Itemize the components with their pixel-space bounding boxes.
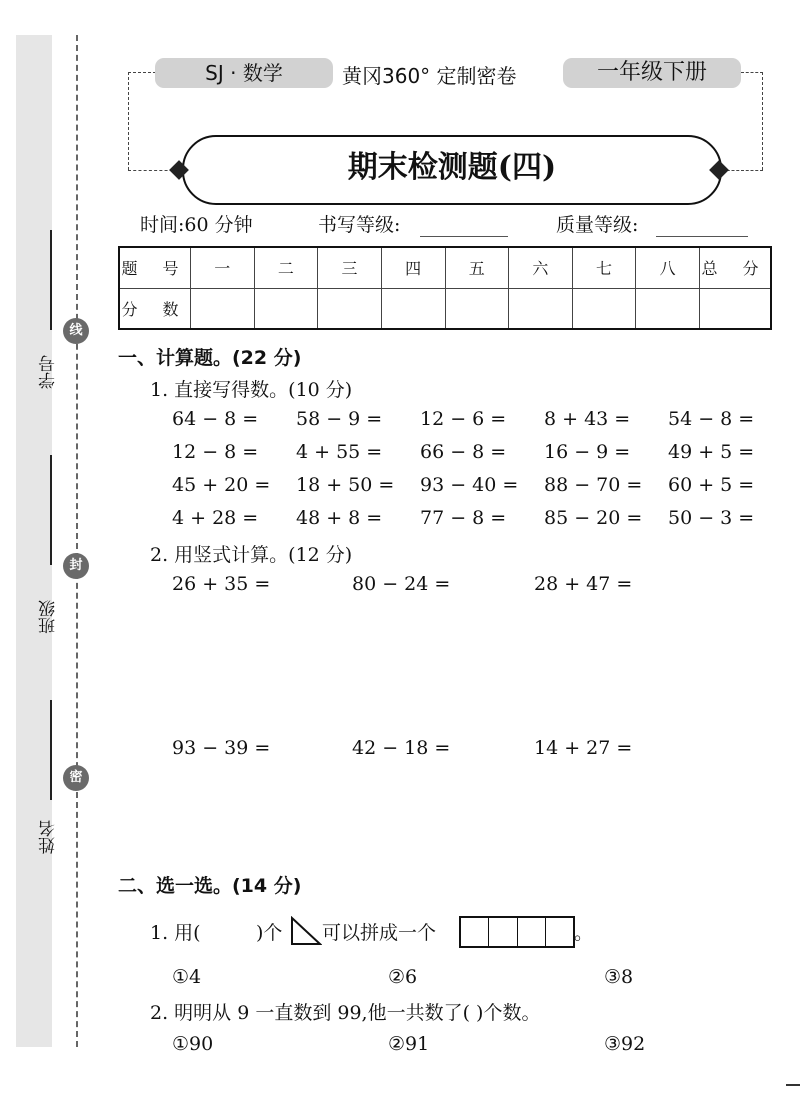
section-title: 一、计算题。(22 分) (118, 347, 302, 369)
equation: 85 − 20 = (544, 507, 643, 529)
table-cell: 总 分 (700, 247, 772, 288)
score-cell[interactable] (636, 288, 700, 329)
seal-seal: 封 (63, 553, 89, 579)
header-dash (762, 72, 763, 170)
brand-text: 黄冈360° 定制密卷 (342, 64, 517, 88)
score-cell[interactable] (254, 288, 318, 329)
option[interactable]: ①90 (172, 1033, 214, 1055)
equation: 26 + 35 = (172, 573, 271, 595)
question-prefix: 1. 用( (150, 922, 201, 944)
name-label: 姓名 (39, 820, 59, 854)
page-title: 期末检测题(四) (347, 150, 557, 185)
question-end: 。 (574, 922, 594, 944)
equation: 93 − 39 = (172, 737, 271, 759)
score-cell[interactable] (191, 288, 255, 329)
option[interactable]: ②6 (388, 966, 418, 988)
question-title: 1. 直接写得数。(10 分) (150, 379, 353, 401)
header-dash (128, 72, 156, 73)
table-cell: 分 数 (119, 288, 191, 329)
table-row (119, 247, 771, 288)
table-row (119, 288, 771, 329)
equation: 42 − 18 = (352, 737, 451, 759)
table-cell: 题 号 (119, 247, 191, 288)
equation: 12 − 6 = (420, 408, 507, 430)
score-table (118, 246, 772, 330)
time-label: 时间:60 分钟 (140, 214, 253, 236)
score-cell[interactable] (572, 288, 636, 329)
grade-badge: 一年级下册 (563, 58, 741, 88)
table-cell: 二 (254, 247, 318, 288)
equation: 8 + 43 = (544, 408, 631, 430)
score-cell[interactable] (509, 288, 573, 329)
cut-line (76, 35, 78, 1047)
table-cell: 一 (191, 247, 255, 288)
equation: 16 − 9 = (544, 441, 631, 463)
equation: 4 + 55 = (296, 441, 383, 463)
option[interactable]: ③8 (604, 966, 634, 988)
header-dash (128, 72, 129, 170)
equation: 66 − 8 = (420, 441, 507, 463)
equation: 64 − 8 = (172, 408, 259, 430)
binding-strip (16, 35, 59, 1047)
equation: 18 + 50 = (296, 474, 395, 496)
equation: 77 − 8 = (420, 507, 507, 529)
equation: 45 + 20 = (172, 474, 271, 496)
score-cell[interactable] (381, 288, 445, 329)
equation: 12 − 8 = (172, 441, 259, 463)
score-cell[interactable] (445, 288, 509, 329)
table-cell: 六 (509, 247, 573, 288)
equation: 54 − 8 = (668, 408, 755, 430)
subject-badge: SJ · 数学 (155, 58, 333, 88)
equation: 88 − 70 = (544, 474, 643, 496)
question-suffix: 可以拼成一个 (322, 922, 437, 944)
class-blank-line (50, 455, 52, 565)
table-cell: 八 (636, 247, 700, 288)
option[interactable]: ③92 (604, 1033, 646, 1055)
student-id-blank-line (50, 230, 52, 330)
question-title: 2. 用竖式计算。(12 分) (150, 544, 353, 566)
class-label: 班级 (39, 600, 59, 634)
quality-grade-blank[interactable] (656, 236, 748, 237)
table-cell: 五 (445, 247, 509, 288)
equation: 58 − 9 = (296, 408, 383, 430)
table-cell: 四 (381, 247, 445, 288)
triangle-icon (290, 916, 322, 946)
score-cell[interactable] (318, 288, 382, 329)
seal-secret: 密 (63, 765, 89, 791)
equation: 80 − 24 = (352, 573, 451, 595)
rectangle-grid-icon (459, 916, 575, 948)
equation: 50 − 3 = (668, 507, 755, 529)
equation: 4 + 28 = (172, 507, 259, 529)
question-mid: )个 (256, 922, 283, 944)
score-cell[interactable] (700, 288, 772, 329)
page-edge-mark (786, 1084, 800, 1086)
equation: 48 + 8 = (296, 507, 383, 529)
writing-grade-label: 书写等级: (318, 214, 401, 236)
seal-line: 线 (63, 318, 89, 344)
section-title: 二、选一选。(14 分) (118, 875, 302, 897)
name-blank-line (50, 700, 52, 800)
equation: 60 + 5 = (668, 474, 755, 496)
table-cell: 三 (318, 247, 382, 288)
header-dash (741, 72, 763, 73)
equation: 28 + 47 = (534, 573, 633, 595)
student-id-label: 学号 (39, 355, 59, 389)
equation: 49 + 5 = (668, 441, 755, 463)
option[interactable]: ②91 (388, 1033, 430, 1055)
quality-grade-label: 质量等级: (556, 214, 639, 236)
equation: 93 − 40 = (420, 474, 519, 496)
question-text: 2. 明明从 9 一直数到 99,他一共数了( )个数。 (150, 1002, 541, 1024)
table-cell: 七 (572, 247, 636, 288)
option[interactable]: ①4 (172, 966, 202, 988)
equation: 14 + 27 = (534, 737, 633, 759)
writing-grade-blank[interactable] (420, 236, 508, 237)
